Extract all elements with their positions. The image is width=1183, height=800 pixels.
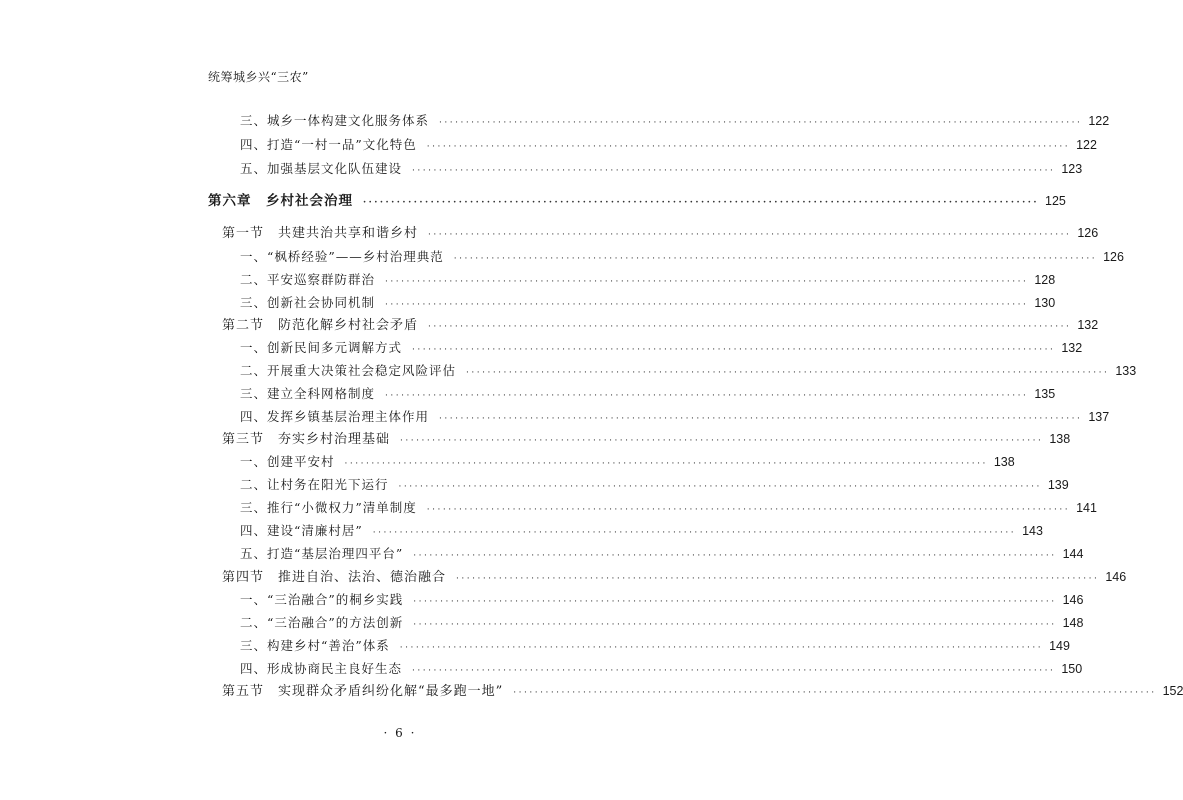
dot-leader: ························································································································ bbox=[412, 166, 1056, 176]
toc-entry-title: 第五节 实现群众矛盾纠纷化解“最多跑一地” bbox=[222, 684, 504, 699]
dot-leader: ························································································································ bbox=[428, 322, 1072, 332]
dot-leader: ························································································································ bbox=[466, 368, 1110, 378]
toc-entry-title: 第四节 推进自治、法治、德治融合 bbox=[222, 570, 447, 585]
dot-leader: ························································································································ bbox=[372, 528, 1017, 538]
toc-entry-title: 四、打造“一村一品”文化特色 bbox=[240, 137, 417, 152]
toc-entry-title: 一、“枫桥经验”——乡村治理典范 bbox=[240, 249, 444, 264]
toc-entry-page: 132 bbox=[1077, 318, 1099, 332]
toc-entry-section bbox=[222, 430, 1071, 450]
toc-entry-title: 五、加强基层文化队伍建设 bbox=[240, 161, 403, 176]
toc-entry-page: 135 bbox=[1034, 387, 1056, 401]
toc-entry-title: 第三节 夯实乡村治理基础 bbox=[222, 432, 391, 447]
toc-entry-title: 四、发挥乡镇基层治理主体作用 bbox=[240, 409, 430, 424]
toc-entry-page: 144 bbox=[1062, 547, 1084, 561]
toc-entry-item bbox=[240, 136, 1097, 156]
toc-entry-title: 三、构建乡村“善治”体系 bbox=[240, 638, 390, 653]
toc-entry-page: 138 bbox=[993, 455, 1015, 469]
toc-entry-page: 149 bbox=[1049, 639, 1070, 653]
toc-entry-title: 三、创新社会协同机制 bbox=[240, 295, 376, 310]
toc-entry-item bbox=[240, 591, 1084, 611]
toc-entry-item bbox=[240, 160, 1083, 180]
dot-leader: ························································································································ bbox=[513, 688, 1157, 698]
page-number: · 6 · bbox=[383, 726, 417, 740]
dot-leader: ························································································································ bbox=[426, 142, 1071, 152]
toc-entry-page: 143 bbox=[1022, 524, 1043, 538]
toc-entry-page: 138 bbox=[1049, 432, 1071, 446]
toc-entry-page: 148 bbox=[1062, 616, 1084, 630]
dot-leader: ························································································································ bbox=[399, 643, 1044, 653]
toc-entry-section bbox=[222, 682, 1183, 702]
toc-entry-page: 133 bbox=[1115, 364, 1137, 378]
toc-entry-page: 126 bbox=[1103, 250, 1124, 264]
toc-entry-item bbox=[240, 522, 1043, 542]
toc-entry-title: 第一节 共建共治共享和谐乡村 bbox=[222, 226, 419, 241]
toc-entry-chapter bbox=[208, 192, 1066, 212]
toc-entry-item bbox=[240, 408, 1110, 428]
running-head: 统筹城乡兴“三农” bbox=[208, 70, 309, 84]
toc-entry-item bbox=[240, 476, 1069, 496]
toc-entry-page: 126 bbox=[1077, 226, 1099, 240]
toc-entry-page: 122 bbox=[1088, 114, 1110, 128]
toc-entry-page: 150 bbox=[1061, 662, 1083, 676]
dot-leader: ························································································································ bbox=[385, 300, 1029, 310]
toc-entry-section bbox=[222, 316, 1099, 336]
toc-entry-title: 四、形成协商民主良好生态 bbox=[240, 661, 403, 676]
dot-leader: ························································································································ bbox=[398, 482, 1042, 492]
toc-entry-page: 132 bbox=[1061, 341, 1083, 355]
dot-leader: ························································································································ bbox=[413, 597, 1057, 607]
dot-leader: ························································································································ bbox=[385, 277, 1029, 287]
dot-leader: ························································································································ bbox=[385, 391, 1029, 401]
toc-entry-item bbox=[240, 453, 1015, 473]
toc-entry-item bbox=[240, 499, 1097, 519]
toc-entry-item bbox=[240, 660, 1083, 680]
toc-entry-page: 146 bbox=[1105, 570, 1127, 584]
toc-entry-page: 123 bbox=[1061, 162, 1083, 176]
dot-leader: ························································································································ bbox=[439, 118, 1083, 128]
toc-entry-page: 152 bbox=[1162, 684, 1183, 698]
toc-entry-page: 125 bbox=[1045, 194, 1066, 208]
dot-leader: ························································································································ bbox=[426, 505, 1071, 515]
toc-entry-item bbox=[240, 637, 1070, 657]
dot-leader: ························································································································ bbox=[456, 574, 1100, 584]
toc-entry-title: 三、推行“小微权力”清单制度 bbox=[240, 500, 417, 515]
dot-leader: ························································································································ bbox=[363, 198, 1039, 208]
toc-entry-title: 二、开展重大决策社会稳定风险评估 bbox=[240, 363, 457, 378]
toc-entry-page: 139 bbox=[1047, 478, 1069, 492]
toc-entry-item bbox=[240, 271, 1056, 291]
toc-entry-title: 二、平安巡察群防群治 bbox=[240, 272, 376, 287]
toc-entry-item bbox=[240, 294, 1056, 314]
dot-leader: ························································································································ bbox=[413, 551, 1057, 561]
toc-entry-title: 第二节 防范化解乡村社会矛盾 bbox=[222, 318, 419, 333]
toc-entry-title: 四、建设“清廉村居” bbox=[240, 523, 363, 538]
dot-leader: ························································································································ bbox=[344, 459, 988, 469]
toc-entry-item bbox=[240, 112, 1110, 132]
toc-entry-item bbox=[240, 248, 1124, 268]
toc-entry-item bbox=[240, 545, 1084, 565]
toc-entry-item bbox=[240, 362, 1137, 382]
toc-entry-title: 一、创建平安村 bbox=[240, 454, 335, 469]
toc-entry-page: 130 bbox=[1034, 296, 1056, 310]
toc-entry-item bbox=[240, 614, 1084, 634]
toc-entry-title: 三、建立全科网格制度 bbox=[240, 386, 376, 401]
toc-entry-page: 137 bbox=[1088, 410, 1110, 424]
toc-entry-page: 146 bbox=[1062, 593, 1084, 607]
dot-leader: ························································································································ bbox=[453, 254, 1098, 264]
toc-entry-item bbox=[240, 385, 1056, 405]
toc-entry-item bbox=[240, 339, 1083, 359]
dot-leader: ························································································································ bbox=[412, 345, 1056, 355]
toc-entry-title: 一、“三治融合”的桐乡实践 bbox=[240, 592, 404, 607]
toc-entry-page: 122 bbox=[1076, 138, 1097, 152]
dot-leader: ························································································································ bbox=[412, 666, 1056, 676]
dot-leader: ························································································································ bbox=[400, 436, 1044, 446]
toc-entry-section bbox=[222, 224, 1099, 244]
toc-entry-title: 第六章 乡村社会治理 bbox=[208, 193, 353, 209]
toc-entry-title: 二、让村务在阳光下运行 bbox=[240, 477, 389, 492]
toc-entry-title: 二、“三治融合”的方法创新 bbox=[240, 615, 404, 630]
toc-entry-section bbox=[222, 568, 1127, 588]
dot-leader: ························································································································ bbox=[439, 414, 1083, 424]
toc-entry-page: 128 bbox=[1034, 273, 1056, 287]
dot-leader: ························································································································ bbox=[413, 620, 1057, 630]
toc-entry-title: 五、打造“基层治理四平台” bbox=[240, 546, 404, 561]
dot-leader: ························································································································ bbox=[428, 230, 1072, 240]
toc-entry-title: 三、城乡一体构建文化服务体系 bbox=[240, 113, 430, 128]
toc-entry-page: 141 bbox=[1076, 501, 1097, 515]
toc-entry-title: 一、创新民间多元调解方式 bbox=[240, 340, 403, 355]
